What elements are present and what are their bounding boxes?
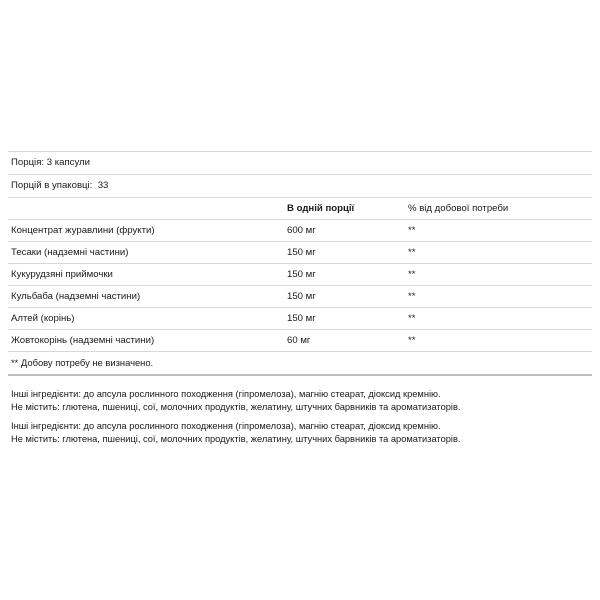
ingredient-amount: 150 мг: [287, 247, 316, 258]
servings-per-container-row: [8, 175, 592, 197]
ingredient-name: Концентрат журавлини (фрукти): [11, 225, 155, 236]
servings-label: Порцій в упаковці:: [11, 180, 93, 191]
ingredient-name: Тесаки (надземні частини): [11, 247, 129, 258]
table-row: [8, 264, 592, 285]
table-row: [8, 308, 592, 329]
other-ingredients-text: Інші інгредієнти: до апсула рослинного походження (гіпромелоза), магнію стеарат, діоксид кремнію.: [11, 389, 441, 399]
other-ingredients-notes: [11, 388, 595, 452]
serving-size-row: [8, 152, 592, 174]
supplement-facts-table: [8, 151, 592, 376]
ingredient-amount: 600 мг: [287, 225, 316, 236]
header-amount-per-serving: В одній порції: [287, 203, 355, 214]
ingredient-name: Жовтокорінь (надземні частини): [11, 335, 155, 346]
header-daily-value: % від добової потреби: [408, 203, 509, 214]
daily-value-footnote: ** Добову потребу не визначено.: [11, 357, 154, 368]
ingredient-daily-value: **: [408, 291, 416, 302]
table-header-row: [8, 198, 592, 219]
ingredient-amount: 60 мг: [287, 335, 311, 346]
free-from-text: Не містить: глютена, пшениці, сої, молочних продуктів, желатину, штучних барвників та ароматизаторів.: [11, 401, 461, 412]
servings-per-container: [11, 175, 108, 197]
ingredient-name: Кульбаба (надземні частини): [11, 291, 141, 302]
ingredient-amount: 150 мг: [287, 291, 316, 302]
table-row: [8, 242, 592, 263]
ingredient-daily-value: **: [408, 269, 416, 280]
ingredient-daily-value: **: [408, 335, 416, 346]
serving-size: Порція: 3 капсули: [11, 157, 90, 168]
table-row: [8, 330, 592, 351]
ingredient-daily-value: **: [408, 225, 416, 236]
servings-value: 33: [97, 180, 109, 191]
ingredient-name: Кукурудзяні приймочки: [11, 269, 113, 280]
table-row: [8, 286, 592, 307]
ingredient-daily-value: **: [408, 247, 416, 258]
note-block: [11, 420, 595, 445]
other-ingredients-text: Інші інгредієнти: до апсула рослинного походження (гіпромелоза), магнію стеарат, діоксид кремнію.: [11, 421, 441, 431]
ingredient-name: Алтей (корінь): [11, 313, 75, 324]
note-block: [11, 388, 595, 413]
ingredient-amount: 150 мг: [287, 269, 316, 280]
table-row: [8, 220, 592, 241]
bottom-divider: [8, 374, 592, 376]
free-from-text: Не містить: глютена, пшениці, сої, молочних продуктів, желатину, штучних барвників та ароматизаторів.: [11, 433, 461, 444]
ingredient-amount: 150 мг: [287, 313, 316, 324]
ingredient-daily-value: **: [408, 313, 416, 324]
